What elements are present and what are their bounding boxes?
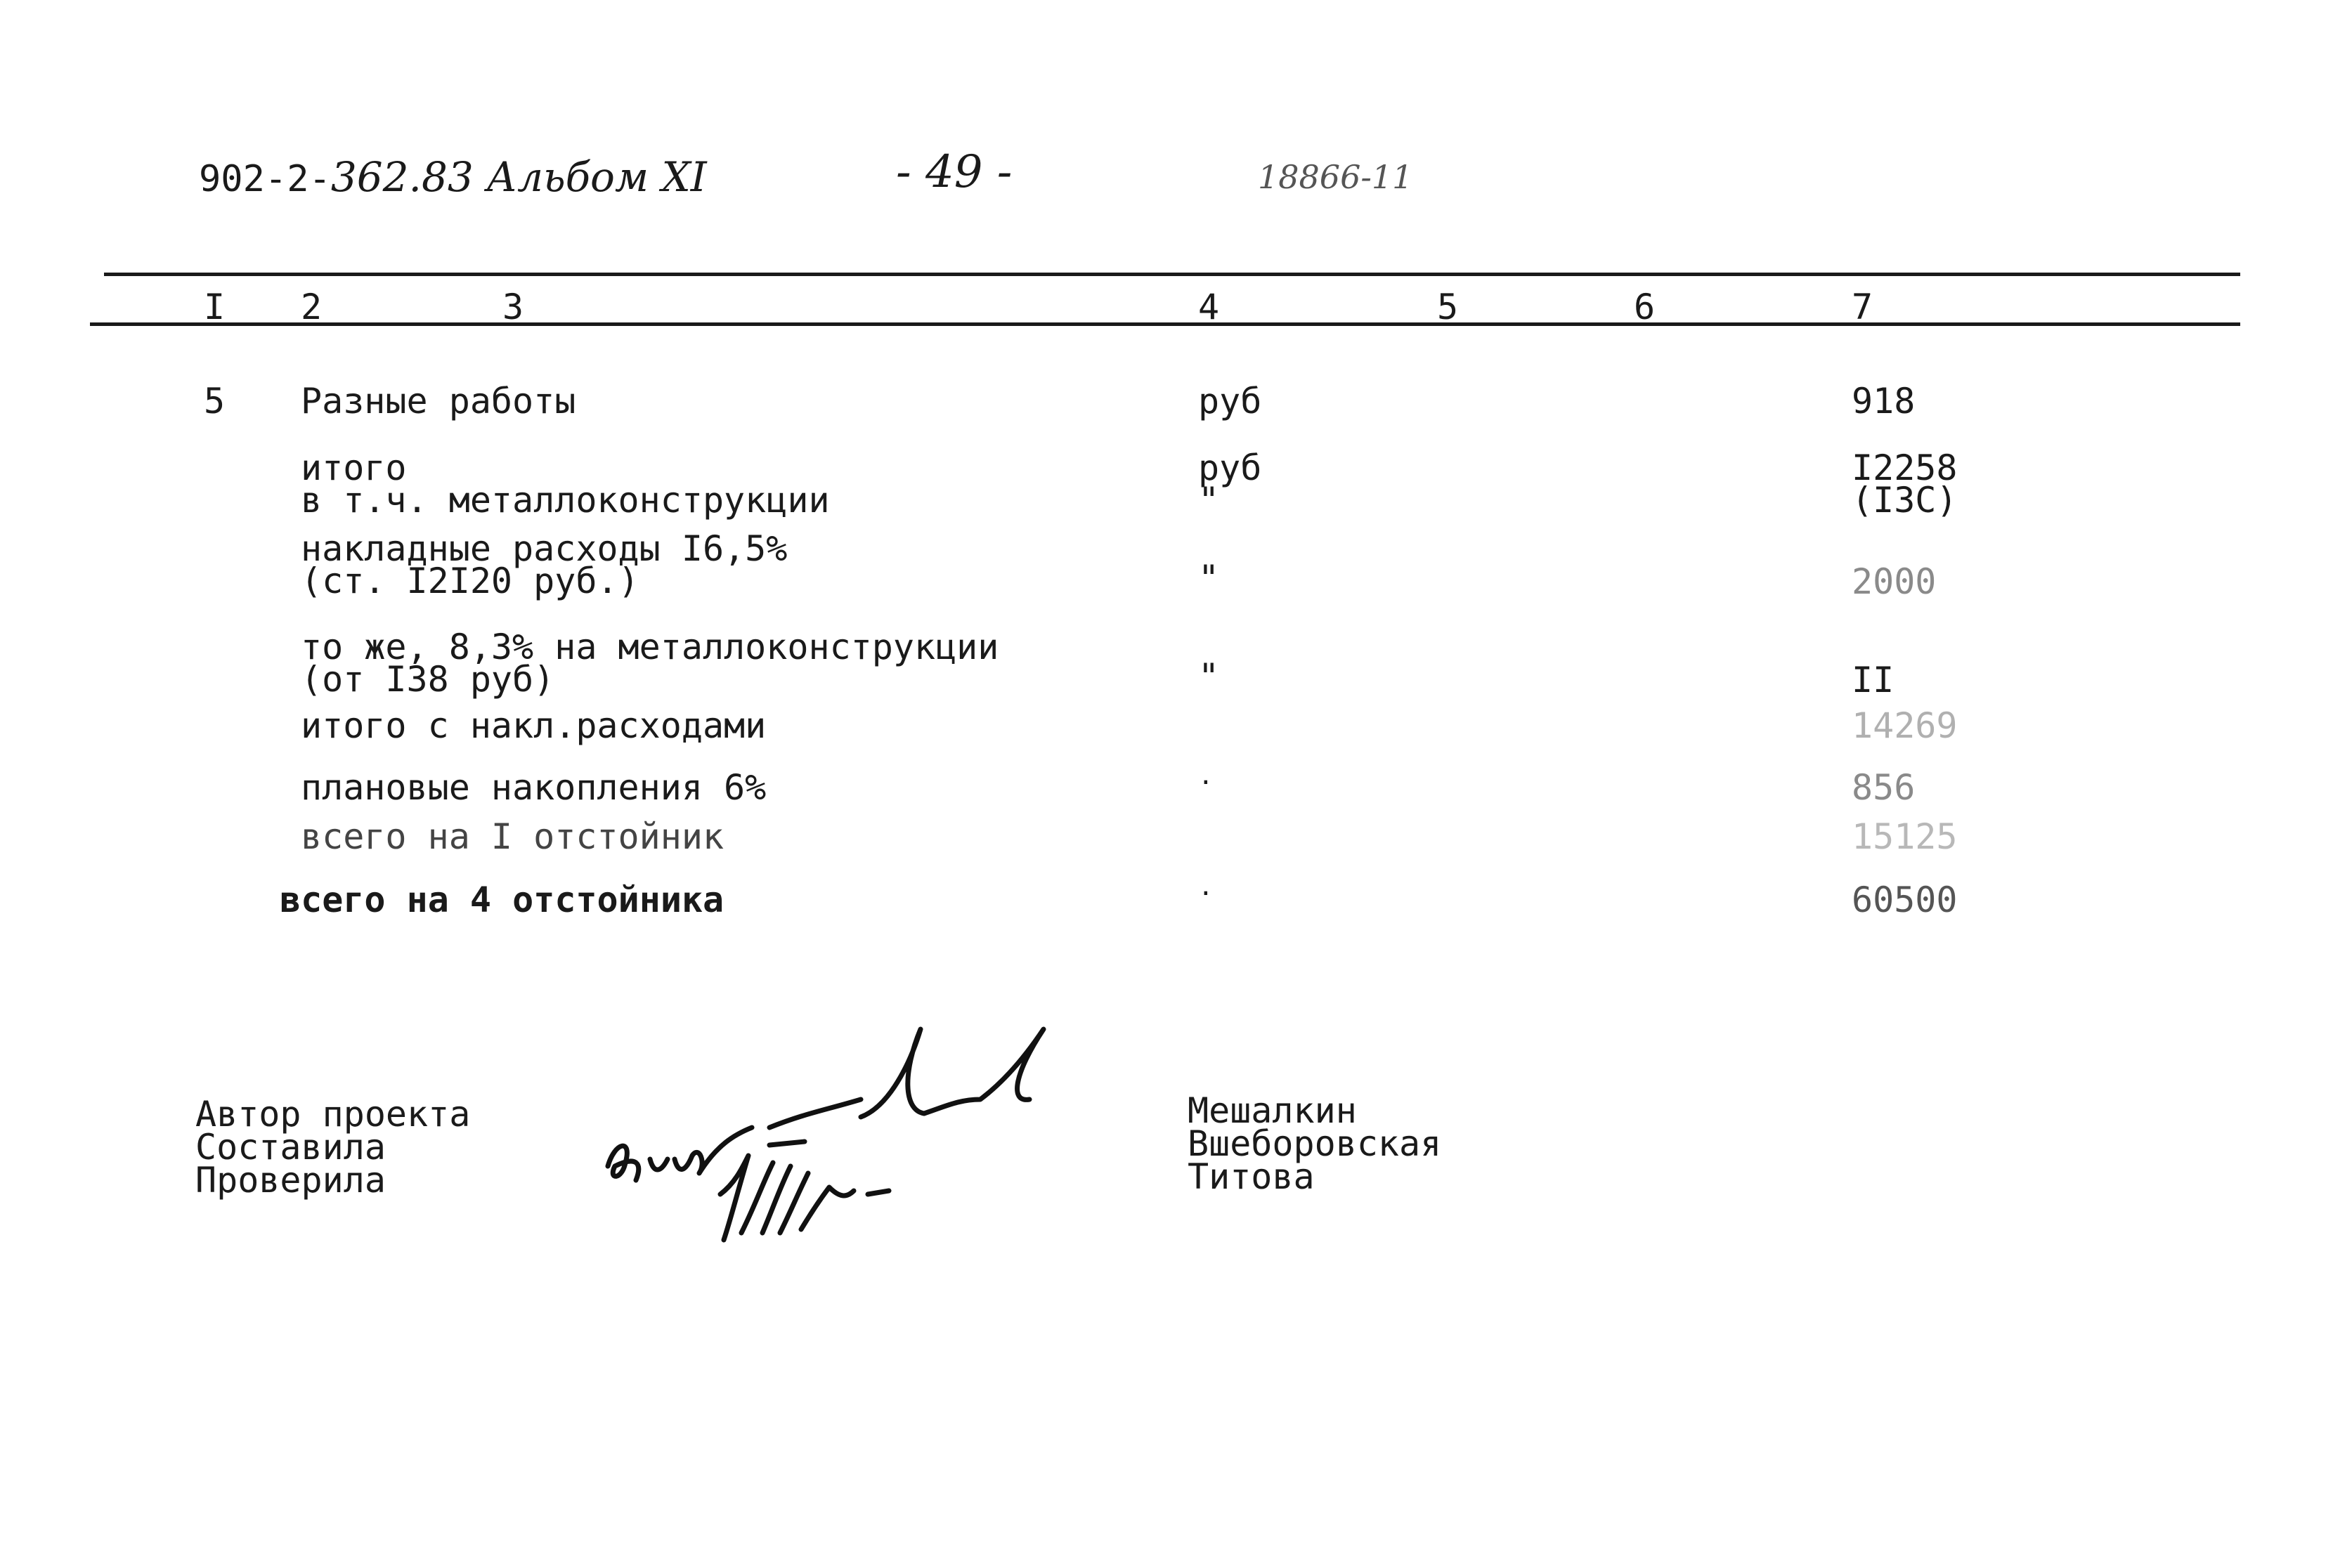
row-unit: · (1198, 769, 1214, 797)
row-unit: · (1198, 880, 1214, 908)
role-author: Автор проекта (195, 1094, 471, 1135)
row-description: всего на 4 отстойника (280, 880, 724, 920)
signature-names (1188, 1090, 1442, 1197)
row-description: накладные расходы I6,5% (ст. I2I20 руб.) (301, 528, 788, 601)
top-rule (104, 273, 2240, 276)
document-code-handwritten: 362.83 Альбом XI (330, 153, 707, 201)
signature-roles (195, 1094, 471, 1201)
column-number: 7 (1852, 287, 1873, 327)
document-code-typed: 902-2- (199, 158, 331, 200)
row-description: итого в т.ч. металлоконструкции (301, 447, 830, 521)
row-value: 14269 (1852, 705, 1958, 746)
row-description: всего на I отстойник (301, 816, 724, 857)
column-number: 5 (1437, 287, 1459, 327)
column-number: 3 (502, 287, 524, 327)
row-description: итого с накл.расходами (301, 705, 767, 746)
handwritten-signatures (594, 1022, 1086, 1254)
row-value: I2258 (I3C) (1852, 447, 1958, 521)
row-description: Разные работы (301, 381, 576, 422)
document-stamp: 18866-11 (1258, 158, 1413, 196)
document-code (199, 153, 707, 201)
column-number: 4 (1198, 287, 1220, 327)
row-value: II (1852, 660, 1895, 700)
name-author: Мешалкин (1188, 1090, 1357, 1131)
name-checked: Титова (1188, 1156, 1315, 1197)
row-value: 15125 (1852, 816, 1958, 857)
column-number: 6 (1634, 287, 1656, 327)
column-number: I (204, 287, 226, 327)
row-unit: " (1198, 656, 1220, 697)
row-unit: руб " (1198, 447, 1262, 521)
role-compiled: Составила (195, 1127, 386, 1168)
row-description: то же, 8,3% на металлоконструкции (от I38 руб) (301, 627, 999, 700)
row-description: плановые накопления 6% (301, 767, 767, 808)
header-bottom-rule (90, 322, 2240, 326)
row-unit: руб (1198, 381, 1262, 422)
row-value: 856 (1852, 767, 1916, 808)
column-number: 2 (301, 287, 323, 327)
role-checked: Проверила (195, 1160, 386, 1201)
row-unit: " (1198, 558, 1220, 599)
row-value: 60500 (1852, 880, 1958, 920)
page-number: - 49 - (896, 146, 1013, 198)
name-compiled: Вшеборовская (1188, 1123, 1442, 1164)
row-value: 2000 (1852, 561, 1937, 602)
row-value: 918 (1852, 381, 1916, 422)
row-number: 5 (204, 381, 226, 422)
